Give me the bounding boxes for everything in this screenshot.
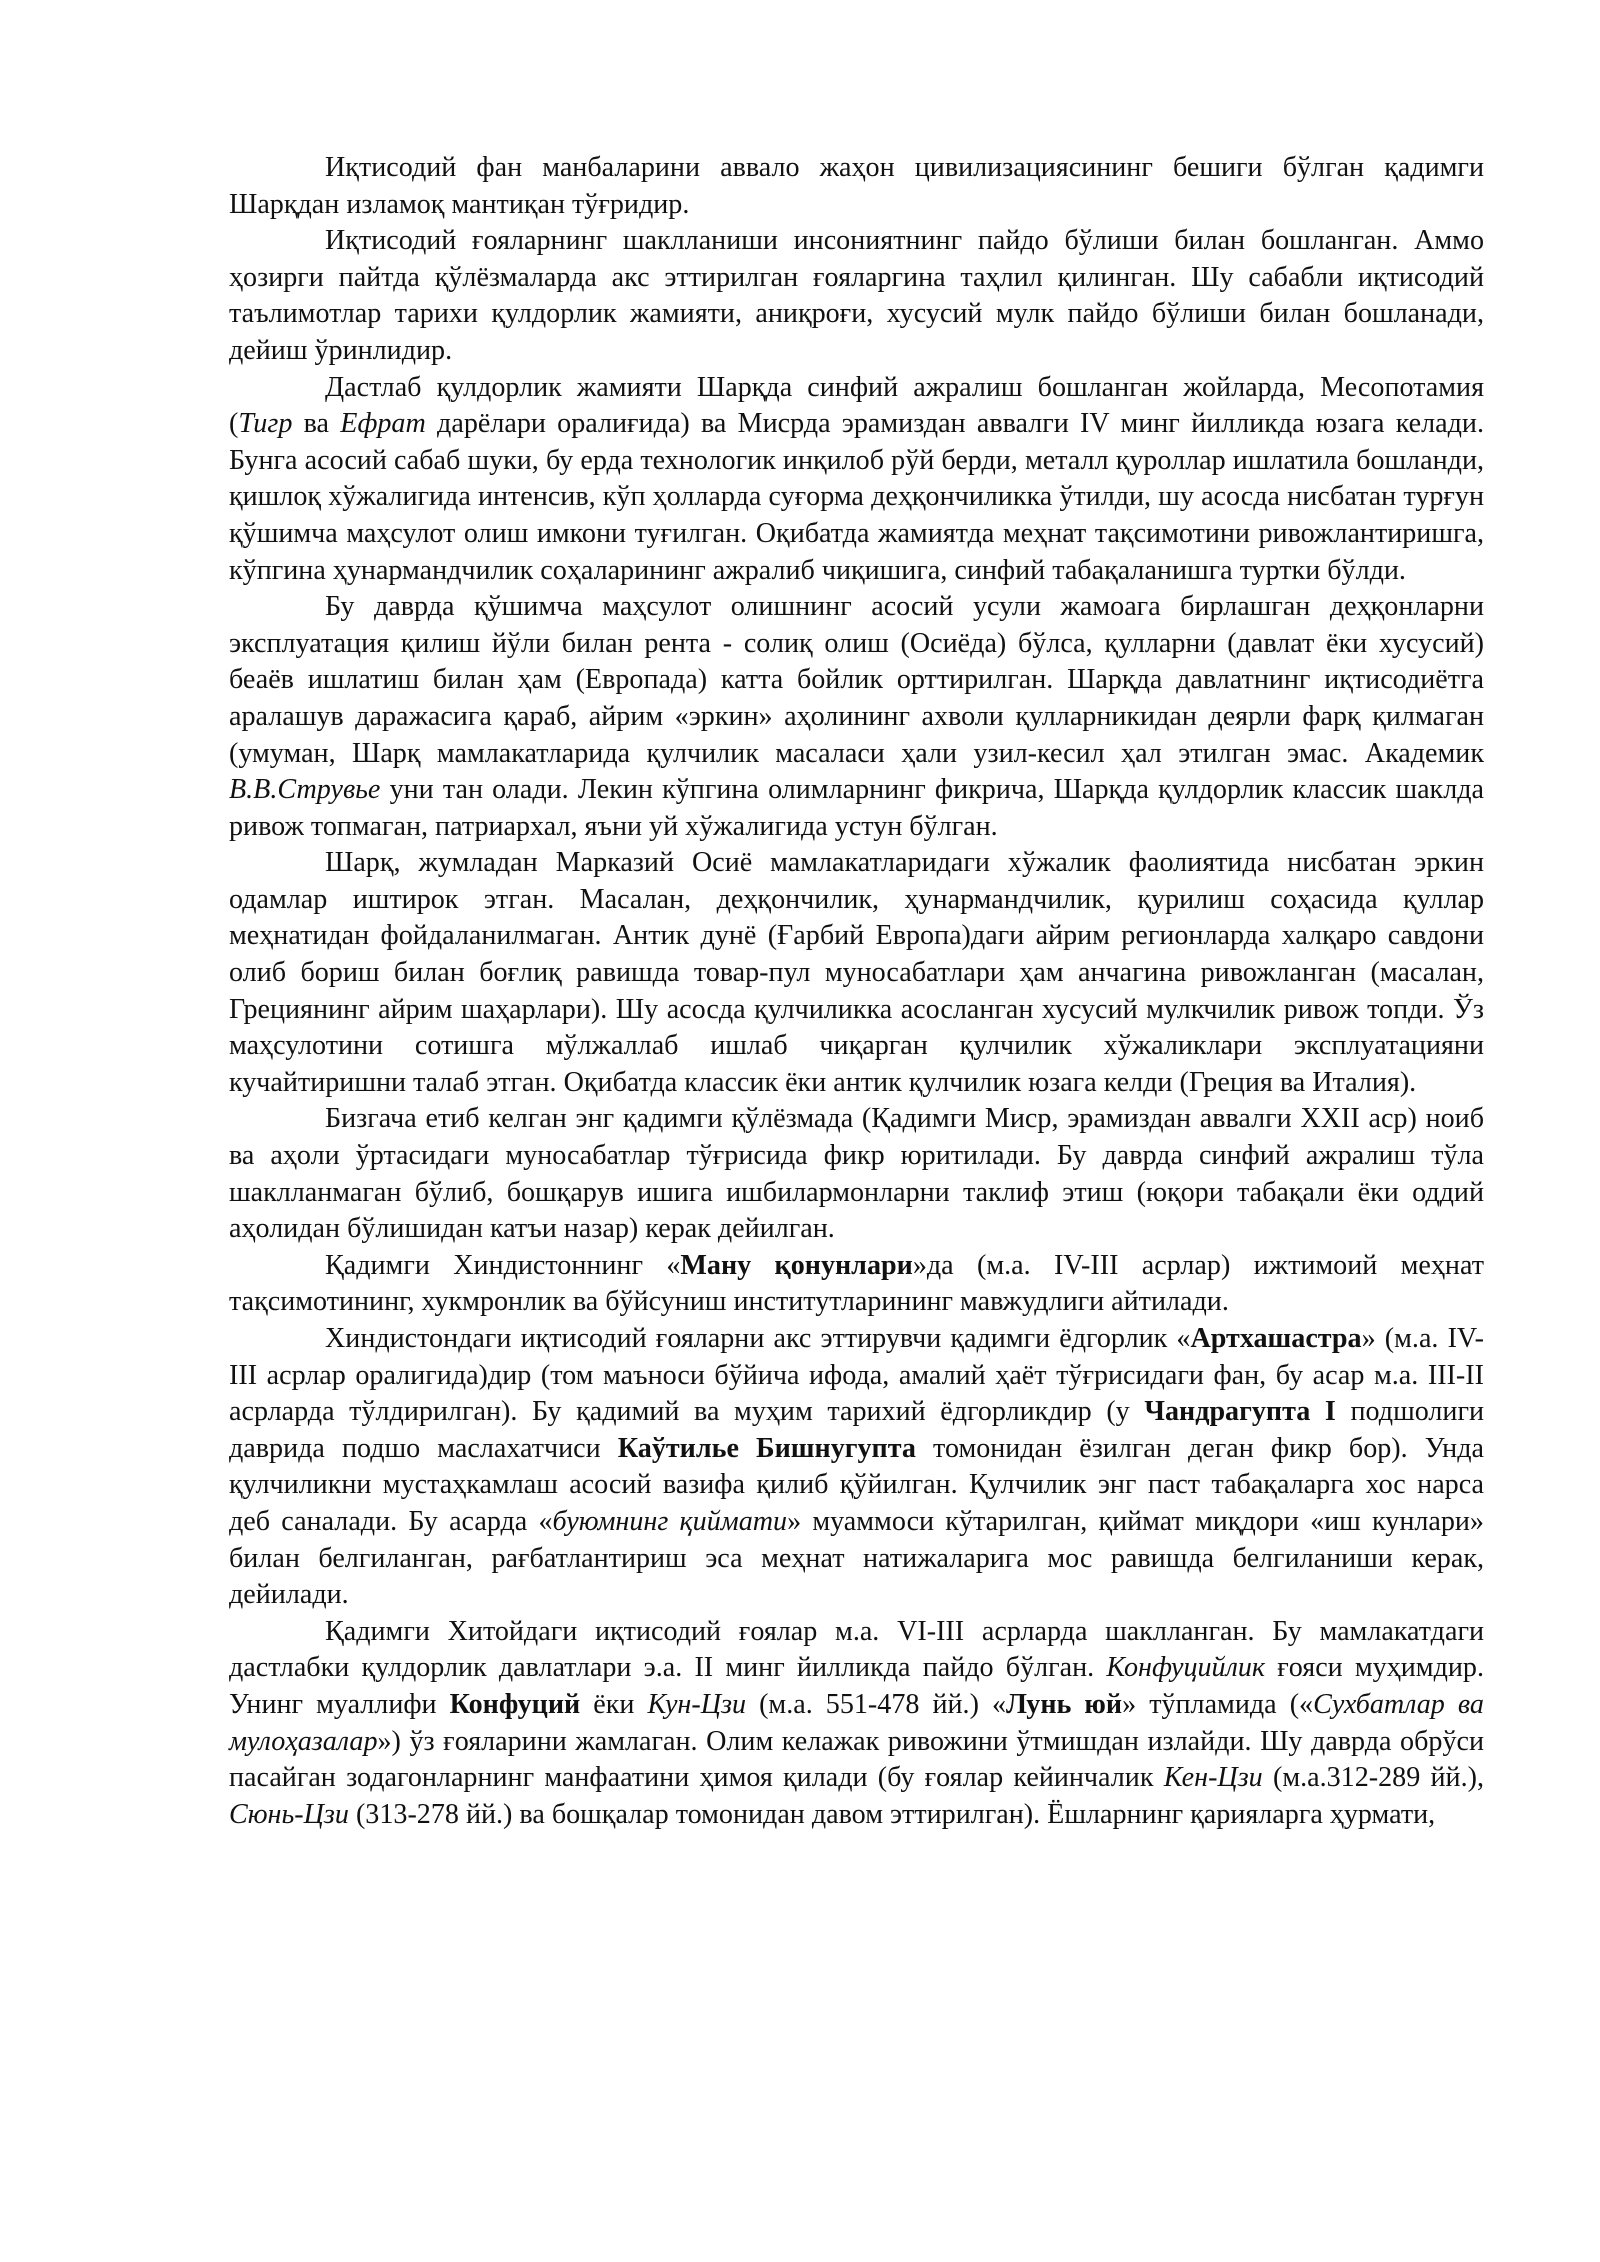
paragraph-text: Бизгача етиб келган энг қадимги қўлёзмада (Қадимги Миср, эрамиздан аввалги XXII аср) ноиб ва аҳоли ўртасидаги муносабатлар тўғрисида фикр юритилади. Бу даврда синфий ажралиш тўла шаклланмаган бўлиб, бошқарув ишига ишбилармонларни таклиф этиш (юқори табақали ёки оддий аҳолидан бўлишидан катъи назар) керак дейилган. — [229, 1103, 1484, 1245]
italic-term: Конфуцийлик — [1106, 1652, 1266, 1684]
paragraph-text: ») ўз ғояларини жамлаган. Олим келажак ривожини ўтмишдан излайди. Шу даврда обрўси пасайган зодагонларнинг манфаатини ҳимоя қилади (бу ғоялар кейинчалик — [229, 1725, 1484, 1794]
paragraph-text: (м.а. 551-478 йй.) « — [746, 1688, 1007, 1720]
paragraph-4 — [229, 589, 1484, 845]
paragraph-6 — [229, 1101, 1484, 1247]
paragraph-text: ёки — [580, 1688, 648, 1720]
paragraph-text: Иқтисодий фан манбаларини аввало жаҳон цивилизациясининг бешиги бўлган қадимги Шарқдан изламоқ мантиқан тўғридир. — [229, 152, 1484, 220]
bold-title: Артхашастра — [1190, 1323, 1362, 1354]
paragraph-text: томонидан ёзилган деган фикр бор). Унда қулчиликни мустаҳкамлаш асосий вазифа қилиб қўйилган. Қулчилик энг паст табақаларга хос нарса деб саналади. Бу асарда « — [229, 1432, 1484, 1537]
paragraph-text: дарёлари оралиғида) ва Мисрда эрамиздан аввалги IV минг йилликда юзага келади. Бунга асосий сабаб шуки, бу ерда технологик инқилоб рўй берди, металл қуроллар ишлатила бошланди, қишлоқ хўжалигида интенсив, кўп ҳолларда суғорма деҳқончиликка ўтилди, шу асосда нисбатан турғун қўшимча маҳсулот олиш имкони туғилган. Оқибатда жамиятда меҳнат тақсимотини ривожлантиришга, кўпгина ҳунармандчилик соҳаларининг ажралиб чиқишига, синфий табақаланишга туртки бўлди. — [229, 408, 1484, 586]
paragraph-text: Қадимги Хиндистоннинг « — [325, 1249, 681, 1281]
paragraph-text: » тўпламида (« — [1122, 1688, 1314, 1720]
paragraph-5 — [229, 845, 1484, 1101]
paragraph-text: » муаммоси кўтарилган, қиймат миқдори «иш кунлари» билан белгиланган, рағбатлантириш эса меҳнат натижаларига мос равишда белгиланиши керак, дейилади. — [229, 1505, 1484, 1611]
bold-title: Ману қонунлари — [680, 1249, 913, 1281]
paragraph-8 — [229, 1321, 1484, 1614]
paragraph-text: ғояси муҳимдир. Унинг муаллифи — [229, 1652, 1484, 1720]
paragraph-2 — [229, 223, 1484, 369]
italic-term: Тигр — [238, 408, 293, 440]
paragraph-text: Бу даврда қўшимча маҳсулот олишнинг асосий усули жамоага бирлашган деҳқонларни эксплуатация қилиш йўли билан рента - солиқ олиш (Осиёда) бўлса, қулларни (давлат ёки хусусий) беаёв ишлатиш билан ҳам (Европада) катта бойлик орттирилган. Шарқда давлатнинг иқтисодиётга аралашув даражасига қараб, айрим «эркин» аҳолининг ахволи қулларникидан деярли фарқ қилмаган (умуман, Шарқ мамлакатларида қулчилик масаласи ҳали узил-кесил ҳал этилган эмас. Академик — [229, 591, 1484, 769]
paragraph-9 — [229, 1614, 1484, 1834]
paragraph-text: Қадимги Хитойдаги иқтисодий ғоялар м.а. VI-III асрларда шаклланган. Бу мамлакатдаги дастлабки қулдорлик давлатлари э.а. II минг йилликда пайдо бўлган. — [229, 1615, 1484, 1684]
italic-name: Кун-Цзи — [647, 1688, 747, 1720]
italic-name: Кен-Цзи — [1163, 1762, 1263, 1794]
paragraph-7 — [229, 1248, 1484, 1321]
bold-title: Лунь юй — [1006, 1688, 1123, 1720]
paragraph-text: Хиндистондаги иқтисодий ғояларни акс эттирувчи қадимги ёдгорлик « — [325, 1323, 1191, 1354]
bold-name: Конфуций — [449, 1688, 581, 1720]
italic-name: В.В.Струвье — [229, 774, 381, 806]
paragraph-text: Дастлаб қулдорлик жамияти Шарқда синфий ажралиш бошланган жойларда, Месопотамия ( — [229, 371, 1484, 440]
paragraph-1 — [229, 150, 1484, 223]
italic-name: Сюнь-Цзи — [229, 1798, 349, 1830]
paragraph-text: Иқтисодий ғояларнинг шаклланиши инсониятнинг пайдо бўлиши билан бошланган. Аммо ҳозирги пайтда қўлёзмаларда акс эттирилган ғояларгина таҳлил қилинган. Шу сабабли иқтисодий таълимотлар тарихи қулдорлик жамияти, аниқроғи, хусусий мулк пайдо бўлиши билан бошланади, дейиш ўринлидир. — [229, 225, 1484, 366]
paragraph-text: Шарқ, жумладан Марказий Осиё мамлакатларидаги хўжалик фаолиятида нисбатан эркин одамлар иштирок этган. Масалан, деҳқончилик, ҳунармандчилик, қурилиш соҳасида қуллар меҳнатидан фойдаланилмаган. Антик дунё (Ғарбий Европа)даги айрим регионларда халқаро савдони олиб бориш билан боғлиқ равишда товар-пул муносабатлари ҳам анчагина ривожланган (масалан, Грециянинг айрим шаҳарлари). Шу асосда қулчиликка асосланган хусусий мулкчилик ривож топди. Ўз маҳсулотини сотишга мўлжаллаб ишлаб чиқарган қулчилик хўжаликлари эксплуатацияни кучайтиришни талаб этган. Оқибатда классик ёки антик қулчилик юзага келди (Греция ва Италия). — [229, 847, 1484, 1098]
bold-name: Чандрагупта I — [1144, 1396, 1336, 1428]
bold-name: Каўтилье Бишнугупта — [617, 1432, 916, 1464]
paragraph-3 — [229, 370, 1484, 590]
paragraph-text: » (м.а. IV-III асрлар оралигида)дир (том маъноси бўйича ифода, амалий ҳаёт тўғрисидаги фан, бу асар м.а. III-II асрларда тўлдирилган). Бу қадимий ва муҳим тарихий ёдгорликдир (у — [229, 1323, 1484, 1428]
paragraph-text: »да (м.а. IV-III асрлар) ижтимоий меҳнат тақсимотининг, хукмронлик ва бўйсуниш институтларининг мавжудлиги айтилади. — [229, 1249, 1484, 1318]
paragraph-text: (м.а.312-289 йй.), — [1262, 1762, 1484, 1794]
italic-term: Ефрат — [340, 408, 426, 440]
paragraph-text: уни тан олади. Лекин кўпгина олимларнинг фикрича, Шарқда қулдорлик классик шаклда ривож топмаган, патриархал, яъни уй хўжалигида устун бўлган. — [229, 774, 1484, 842]
paragraph-text: (313-278 йй.) ва бошқалар томонидан давом эттирилган). Ёшларнинг қарияларга ҳурмати, — [348, 1798, 1436, 1830]
italic-term: буюмнинг қиймати — [552, 1505, 788, 1537]
document-page — [229, 150, 1484, 1833]
paragraph-text: подшолиги даврида подшо маслахатчиси — [229, 1396, 1484, 1464]
italic-title: Сухбатлар ва мулоҳазалар — [229, 1688, 1484, 1757]
paragraph-text: ва — [292, 408, 341, 440]
